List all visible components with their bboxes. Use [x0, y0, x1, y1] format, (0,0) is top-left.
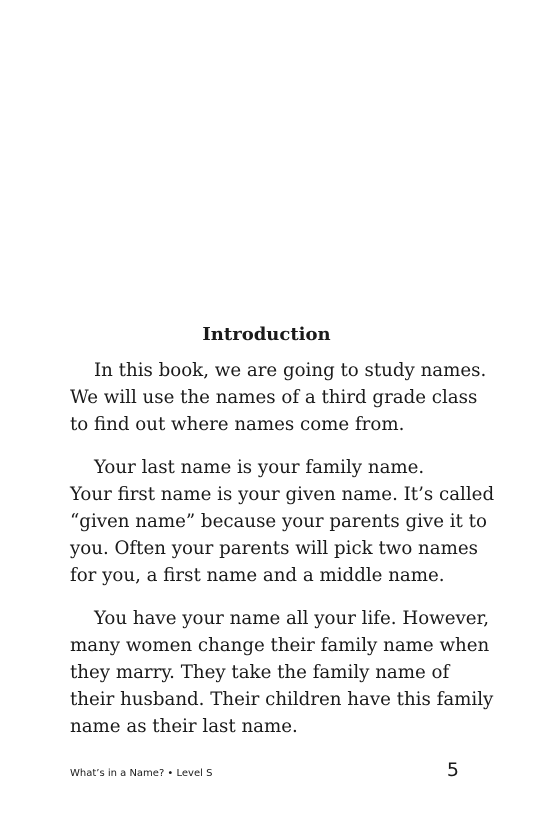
text-line: “given name” because your parents give it to — [70, 511, 487, 532]
body-text — [70, 357, 495, 756]
text-line: In this book, we are going to study names. — [94, 360, 487, 381]
paragraph-3 — [70, 605, 494, 740]
footer-book-title: What’s in a Name? • Level S — [70, 768, 213, 779]
text-line: You have your name all your life. However, — [94, 608, 490, 629]
text-line: to find out where names come from. — [70, 414, 405, 435]
paragraph-1 — [70, 357, 490, 438]
text-line: for you, a first name and a middle name. — [70, 565, 445, 586]
page-number: 5 — [446, 759, 459, 781]
section-heading: Introduction — [202, 324, 331, 345]
text-line: name as their last name. — [70, 716, 298, 737]
text-line: Your first name is your given name. It’s called — [70, 484, 495, 505]
text-line: Your last name is your family name. — [94, 457, 425, 478]
text-line: they marry. They take the family name of — [70, 662, 450, 683]
text-line: many women change their family name when — [70, 635, 490, 656]
text-line: you. Often your parents will pick two names — [70, 538, 478, 559]
text-line: We will use the names of a third grade class — [70, 387, 478, 408]
text-line: their husband. Their children have this family — [70, 689, 494, 710]
paragraph-2 — [70, 454, 495, 589]
